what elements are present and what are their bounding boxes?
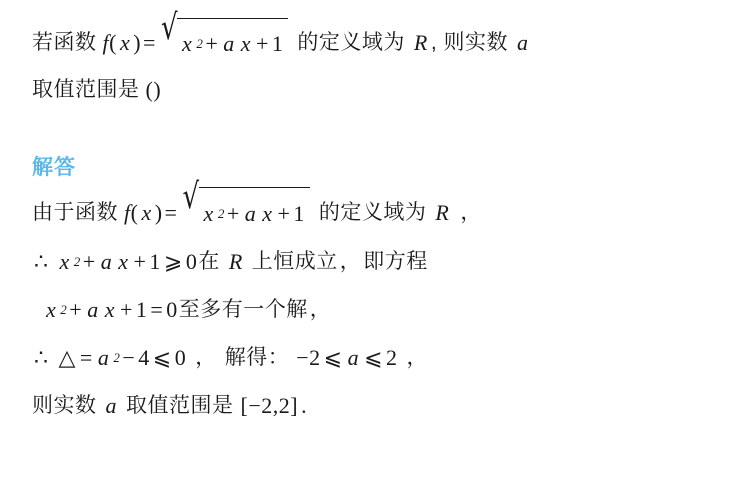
question-prefix-text: 若函数 [32,30,97,54]
solution-1-paren-open: ( [130,199,139,225]
radicand-plus-2: + [256,31,269,56]
solution-3-x: x [46,297,57,322]
final-interval: [−2,2] [240,393,299,418]
solution-block [32,176,720,430]
radicand-x2: x [240,31,251,56]
less-equal-symbol-2: ⩽ [323,345,343,370]
solution-2-x: x [59,249,70,274]
solution-1-prefix: 由于函数 [32,200,118,224]
solution-2-plus-1: + [82,249,96,274]
radical-icon: √ [160,8,179,49]
solution-4-a: a [97,345,110,370]
question-line-1 [32,8,720,67]
paren-close: ) [133,29,142,55]
solution-line-4: ∴ △ = a 2 − 4 ⩽ 0 ， 解得： −2 ⩽ a ⩽ 2 ， [32,334,720,382]
solution-4-cjk: 解得： [224,346,290,369]
radical-icon: √ [182,176,200,218]
answer-section-header: 解答 [32,156,76,179]
solution-4-comma-2: ， [406,346,428,369]
solution-line-1 [32,176,720,238]
solution-3-a: a [87,297,99,322]
solution-3-plus-2: + [119,297,133,322]
solution-3-equals: = [150,297,164,322]
solution-1-mid-text: 的定义域为 [318,200,427,224]
function-symbol-f: f [102,29,110,55]
solution-2-comma: ， [339,250,362,273]
paren-open: ( [109,29,117,55]
solution-3-one: 1 [135,297,148,322]
domain-symbol-R: R [413,29,428,55]
solution-5-cjk-2: 取值范围是 [126,394,234,417]
solution-2-zero: 0 [185,249,198,274]
solution-1-paren-close: ) [154,199,163,225]
solution-2-one: 1 [149,249,161,274]
solution-1-equals: = [164,199,178,225]
discriminant-symbol: △ [58,345,76,370]
question-range-text: 取值范围是 [32,78,140,101]
solution-1-comma: ， [460,200,482,224]
solution-5-a: a [105,393,117,418]
solution-4-zero: 0 [174,345,187,370]
variable-x: x [119,29,131,55]
solution-2-cjk-2: 上恒成立 [251,250,338,273]
equals-sign: = [143,29,156,55]
solution-1-radicand-a: a [244,201,257,226]
final-period: . [301,393,308,418]
answer-blank-parens: () [145,77,162,102]
solution-1-function-f: f [124,199,131,225]
solution-1-radicand: x 2 + a x + 1 [199,187,310,238]
solution-3-zero: 0 [166,297,178,322]
radicand: x 2 + a x + 1 [177,18,288,67]
solution-4-two: 2 [386,345,398,370]
solution-2-plus-2: + [133,249,147,274]
radicand-one: 1 [271,31,284,56]
radicand-x: x [182,31,193,56]
solution-1-square-root [182,176,309,238]
variable-a: a [517,29,529,55]
solution-4-equals: = [79,345,93,370]
radicand-plus-1: + [205,31,219,56]
solution-2-x2: x [118,249,129,274]
question-block [32,8,720,113]
square-root-expression [160,8,288,67]
solution-line-5 [32,382,720,430]
solution-3-cjk: 至多有一个解 [178,298,308,321]
solution-4-minus: − [122,345,136,370]
solution-line-2: ∴ x 2 + a x + 1 ⩾ 0 在 R 上恒成立 ， 即方程 [32,238,720,286]
radicand-a: a [223,31,235,56]
greater-equal-symbol: ⩾ [163,249,183,274]
question-mid-text: 的定义域为 [297,30,405,54]
solution-1-radicand-plus-1: + [226,201,240,226]
question-line-2 [32,67,720,113]
less-equal-symbol: ⩽ [152,345,172,370]
solution-2-a: a [100,249,113,274]
solution-1-radicand-one: 1 [293,201,305,226]
solution-2-R: R [228,249,243,274]
solution-2-cjk-3: 即方程 [363,250,428,273]
therefore-symbol: ∴ [34,249,49,274]
solution-1-radicand-x2: x [262,201,273,226]
solution-4-neg-two: −2 [296,345,321,370]
solution-5-cjk-1: 则实数 [32,394,97,417]
solution-2-cjk-1: 在 [198,250,220,273]
solution-3-x2: x [104,297,115,322]
solution-4-four: 4 [138,345,150,370]
solution-line-3: x 2 + a x + 1 = 0 至多有一个解 ， [32,286,720,334]
question-tail-text: , 则实数 [430,30,509,54]
solution-4-a2: a [347,345,360,370]
therefore-symbol: ∴ [34,345,49,370]
solution-4-comma-1: ， [195,346,217,369]
solution-3-comma: ， [309,298,332,321]
solution-1-variable-x: x [141,199,152,225]
solution-1-radicand-x: x [203,201,214,226]
less-equal-symbol-3: ⩽ [364,345,383,370]
solution-1-radicand-plus-2: + [277,201,291,226]
solution-1-domain-R: R [435,199,450,225]
solution-3-plus-1: + [69,297,83,322]
